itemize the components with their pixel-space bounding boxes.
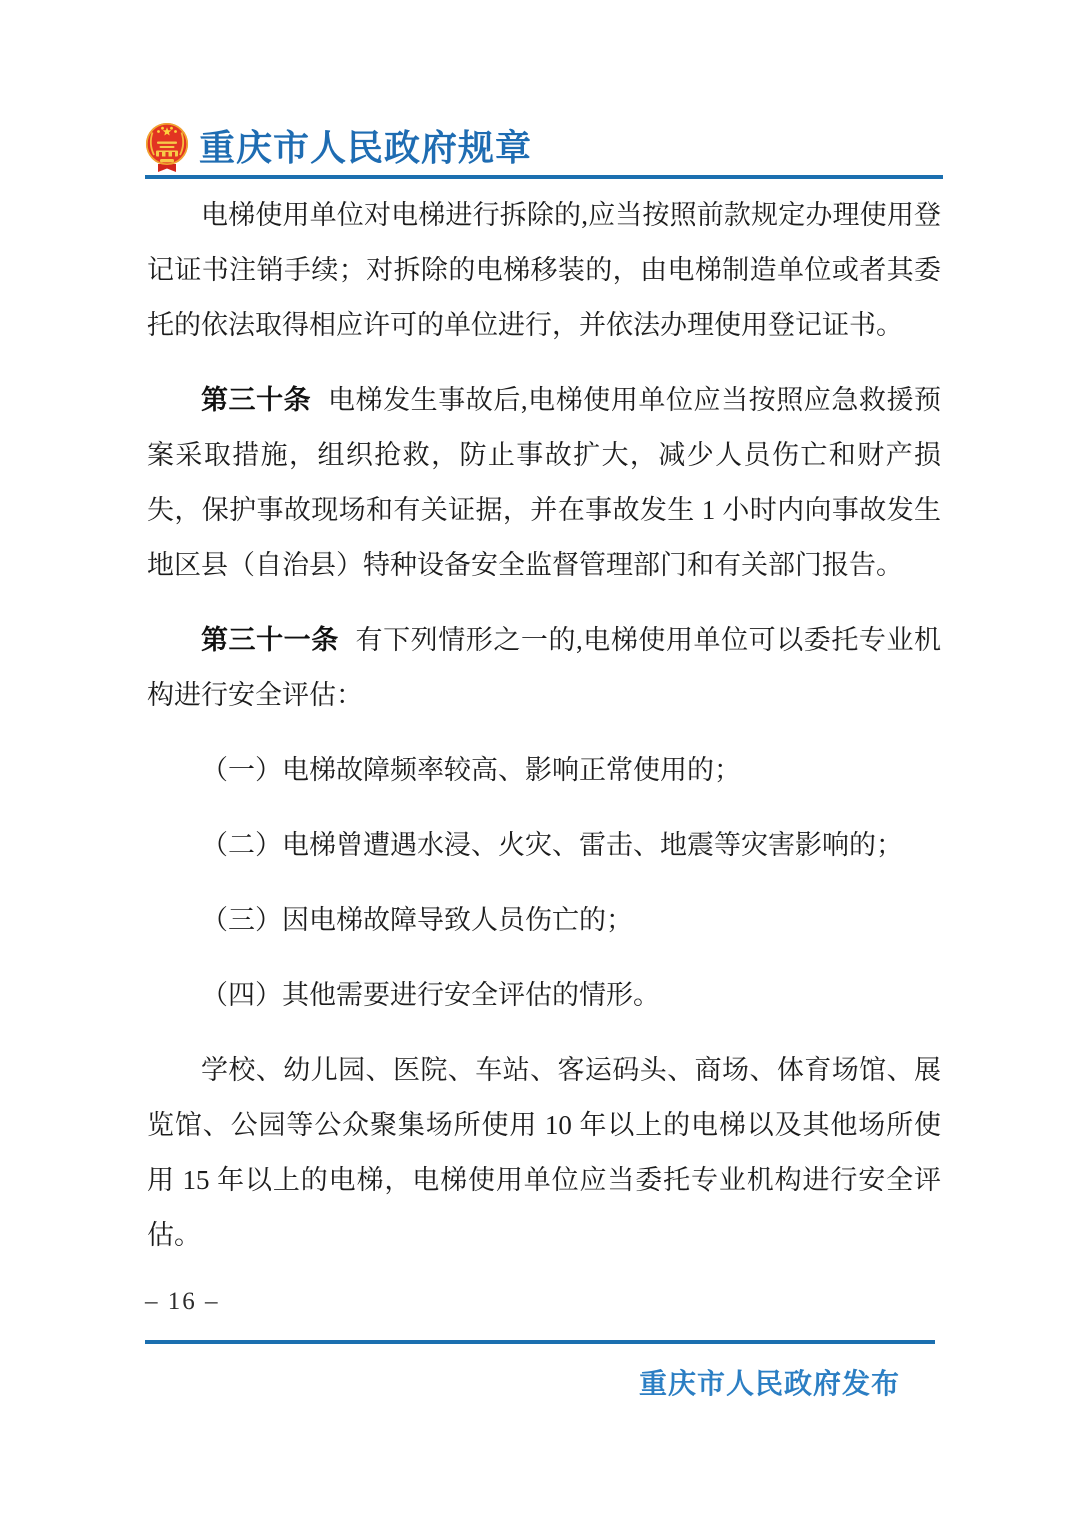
- publisher-label: 重庆市人民政府发布: [638, 1369, 900, 1400]
- body-paragraph: [147, 743, 941, 798]
- footer-divider: [145, 1340, 935, 1344]
- paragraph-text: （一）电梯故障频率较高、影响正常使用的；: [201, 755, 741, 785]
- paragraph-text: （三）因电梯故障导致人员伤亡的；: [201, 905, 633, 935]
- china-national-emblem-icon: [145, 121, 189, 175]
- body-paragraph: [147, 373, 941, 593]
- article-number: 第三十条: [201, 385, 312, 415]
- body-paragraph: [147, 613, 941, 723]
- paragraph-text: 学校、幼儿园、医院、车站、客运码头、商场、体育场馆、展览馆、公园等公众聚集场所使用 10 年以上的电梯以及其他场所使用 15 年以上的电梯，电梯使用单位应当委托专业机构进行安全评估。: [147, 1055, 941, 1250]
- header-divider: [145, 175, 943, 179]
- document-body: [147, 188, 941, 1283]
- paragraph-text: （四）其他需要进行安全评估的情形。: [201, 980, 660, 1010]
- paragraph-text: 有下列情形之一的,电梯使用单位可以委托专业机构进行安全评估：: [147, 625, 942, 710]
- body-paragraph: [147, 188, 941, 353]
- article-number: 第三十一条: [201, 625, 339, 655]
- body-paragraph: [147, 893, 941, 948]
- body-paragraph: [147, 1043, 941, 1263]
- page-title: 重庆市人民政府规章: [199, 128, 533, 168]
- body-paragraph: [147, 968, 941, 1023]
- document-header: [145, 118, 943, 178]
- body-paragraph: [147, 818, 941, 873]
- paragraph-text: 电梯发生事故后,电梯使用单位应当按照应急救援预案采取措施，组织抢救，防止事故扩大，减少人员伤亡和财产损失，保护事故现场和有关证据，并在事故发生 1 小时内向事故发生地区县（自治县）特种设备安全监督管理部门和有关部门报告。: [147, 385, 942, 580]
- paragraph-text: （二）电梯曾遭遇水浸、火灾、雷击、地震等灾害影响的；: [201, 830, 903, 860]
- page-number: – 16 –: [145, 1288, 220, 1315]
- paragraph-text: 电梯使用单位对电梯进行拆除的,应当按照前款规定办理使用登记证书注销手续；对拆除的电梯移装的，由电梯制造单位或者其委托的依法取得相应许可的单位进行，并依法办理使用登记证书。: [147, 200, 941, 340]
